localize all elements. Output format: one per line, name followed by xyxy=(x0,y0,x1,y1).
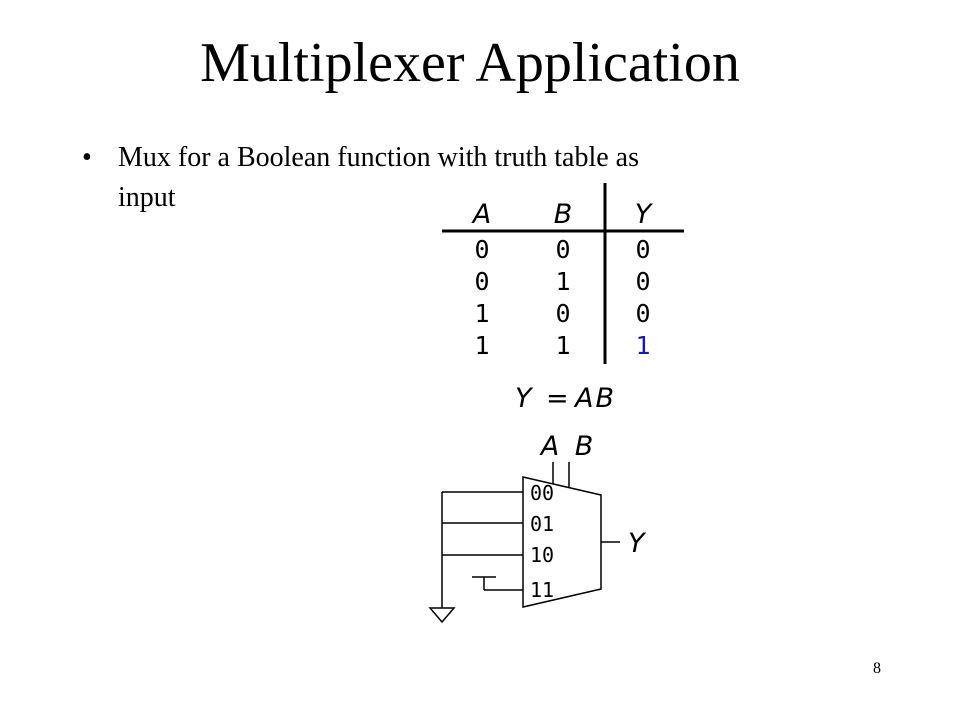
truth-table-cell: 0 xyxy=(635,299,651,328)
mux-input-label: 11 xyxy=(530,578,555,602)
mux-output-label: Y xyxy=(628,528,645,559)
truth-table-cell-highlighted: 1 xyxy=(635,331,651,360)
truth-table-header-b: B xyxy=(553,199,573,230)
truth-table-cell: 0 xyxy=(474,235,490,264)
mux-input-label: 10 xyxy=(530,543,555,567)
select-label-b: B xyxy=(574,431,594,462)
truth-table-body xyxy=(474,235,650,360)
truth-table-cell: 1 xyxy=(555,331,571,360)
ground-icon xyxy=(430,608,454,622)
truth-table-cell: 1 xyxy=(474,299,490,328)
truth-table-cell: 0 xyxy=(635,267,651,296)
bullet-icon: • xyxy=(82,142,92,173)
equation-lhs: Y xyxy=(515,383,532,414)
truth-table-cell: 0 xyxy=(555,235,571,264)
bullet-text: Mux for a Boolean function with truth table as input xyxy=(118,142,639,213)
mux-input-label: 01 xyxy=(530,512,555,536)
truth-table-cell: 1 xyxy=(555,267,571,296)
slide-title: Multiplexer Application xyxy=(200,32,740,94)
truth-table-cell: 1 xyxy=(474,331,490,360)
boolean-equation xyxy=(515,383,616,414)
truth-table-cell: 0 xyxy=(635,235,651,264)
truth-table-header-y: Y xyxy=(634,199,652,230)
truth-table-cell: 0 xyxy=(555,299,571,328)
equation-rhs: AB xyxy=(575,383,616,414)
select-label-a: A xyxy=(540,431,560,462)
page-number: 8 xyxy=(873,660,881,677)
vdd-icon xyxy=(472,577,523,590)
truth-table-cell: 0 xyxy=(474,267,490,296)
mux-input-label: 00 xyxy=(530,481,555,505)
equation-operator: = xyxy=(546,383,569,414)
truth-table-header-a: A xyxy=(472,199,492,230)
